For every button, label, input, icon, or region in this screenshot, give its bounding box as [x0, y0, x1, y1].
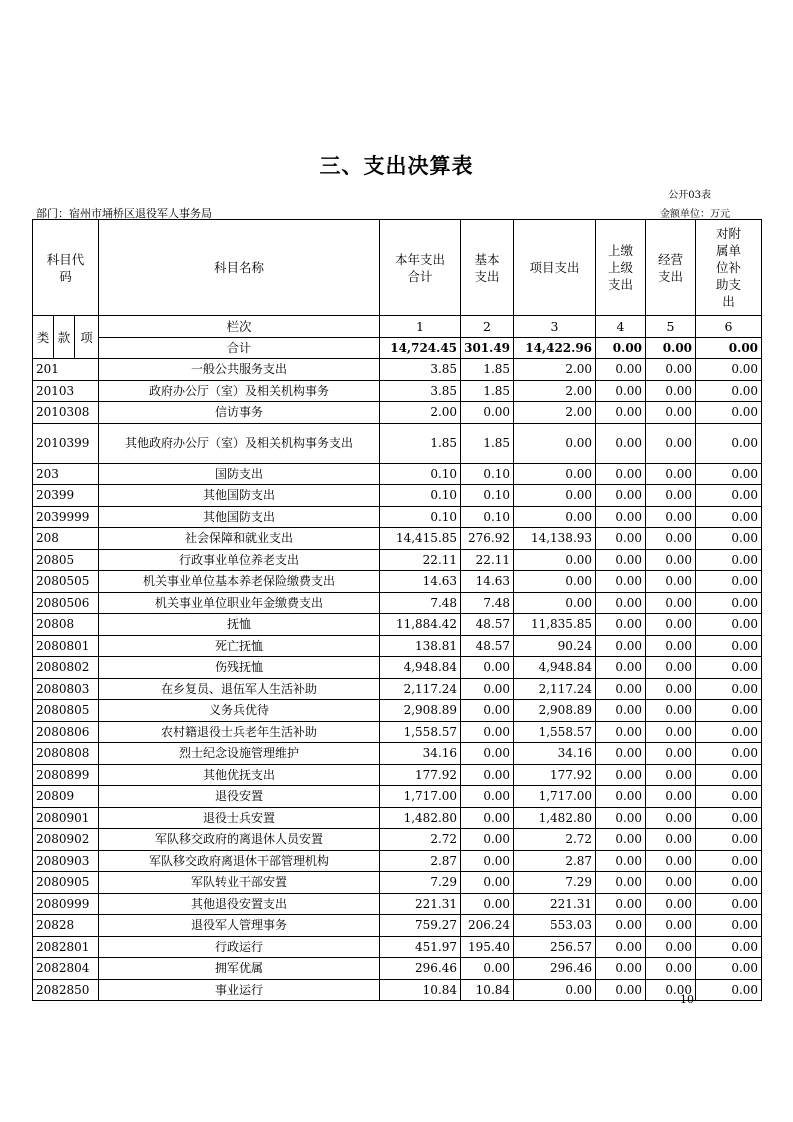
row-value: 14,415.85 [380, 528, 461, 550]
header-basic: 基本支出 [461, 220, 514, 316]
row-value: 0.00 [696, 958, 762, 980]
row-value: 2.00 [514, 380, 596, 402]
row-value: 0.00 [646, 423, 696, 463]
row-value: 2.72 [514, 829, 596, 851]
row-value: 0.00 [646, 872, 696, 894]
header-code: 科目代码 [33, 220, 99, 316]
row-code: 2039999 [33, 506, 99, 528]
row-code: 2080803 [33, 678, 99, 700]
row-value: 0.00 [596, 764, 646, 786]
table-row [33, 463, 762, 485]
row-value: 221.31 [514, 893, 596, 915]
row-code: 2080808 [33, 743, 99, 765]
row-value: 0.00 [461, 700, 514, 722]
row-value: 0.00 [696, 635, 762, 657]
row-name: 军队转业干部安置 [99, 872, 380, 894]
row-value: 22.11 [380, 549, 461, 571]
row-name: 事业运行 [99, 979, 380, 1001]
row-value: 0.00 [461, 850, 514, 872]
row-value: 0.00 [596, 380, 646, 402]
row-code: 20808 [33, 614, 99, 636]
row-value: 0.00 [596, 614, 646, 636]
table-row [33, 743, 762, 765]
row-value: 0.00 [646, 359, 696, 381]
row-name: 退役士兵安置 [99, 807, 380, 829]
row-value: 296.46 [514, 958, 596, 980]
row-code: 2080899 [33, 764, 99, 786]
row-value: 2,908.89 [380, 700, 461, 722]
row-value: 11,884.42 [380, 614, 461, 636]
total-value-1: 14,724.45 [380, 337, 461, 359]
row-value: 0.00 [696, 721, 762, 743]
table-row [33, 380, 762, 402]
row-code: 20809 [33, 786, 99, 808]
row-value: 276.92 [461, 528, 514, 550]
row-value: 0.00 [696, 743, 762, 765]
row-name: 国防支出 [99, 463, 380, 485]
row-name: 义务兵优待 [99, 700, 380, 722]
row-code: 2080905 [33, 872, 99, 894]
row-value: 4,948.84 [380, 657, 461, 679]
row-value: 2.00 [514, 359, 596, 381]
row-name: 在乡复员、退伍军人生活补助 [99, 678, 380, 700]
table-row [33, 721, 762, 743]
header-lei: 类 [33, 316, 54, 359]
row-value: 1,482.80 [514, 807, 596, 829]
row-value: 48.57 [461, 614, 514, 636]
row-name: 其他国防支出 [99, 485, 380, 507]
row-name: 军队移交政府的离退休人员安置 [99, 829, 380, 851]
row-value: 0.00 [646, 721, 696, 743]
row-code: 208 [33, 528, 99, 550]
row-value: 0.00 [596, 915, 646, 937]
row-value: 7.48 [461, 592, 514, 614]
table-row [33, 592, 762, 614]
row-value: 221.31 [380, 893, 461, 915]
row-name: 社会保障和就业支出 [99, 528, 380, 550]
row-value: 0.00 [646, 380, 696, 402]
row-value: 0.00 [696, 764, 762, 786]
row-value: 0.00 [596, 786, 646, 808]
header-xiang: 项 [75, 316, 99, 359]
row-value: 0.00 [596, 936, 646, 958]
row-name: 军队移交政府离退休干部管理机构 [99, 850, 380, 872]
table-row [33, 915, 762, 937]
table-row [33, 872, 762, 894]
row-value: 0.00 [696, 423, 762, 463]
row-value: 0.00 [696, 979, 762, 1001]
row-value: 2.87 [380, 850, 461, 872]
row-value: 0.00 [596, 463, 646, 485]
table-row [33, 528, 762, 550]
row-code: 2080903 [33, 850, 99, 872]
header-business: 经营支出 [646, 220, 696, 316]
table-row [33, 485, 762, 507]
row-value: 0.00 [646, 549, 696, 571]
row-value: 0.00 [646, 786, 696, 808]
row-value: 0.00 [461, 872, 514, 894]
row-code: 203 [33, 463, 99, 485]
row-value: 0.00 [514, 979, 596, 1001]
row-value: 10.84 [380, 979, 461, 1001]
row-code: 2082801 [33, 936, 99, 958]
row-value: 34.16 [380, 743, 461, 765]
row-value: 0.00 [596, 528, 646, 550]
table-row [33, 571, 762, 593]
row-name: 一般公共服务支出 [99, 359, 380, 381]
row-value: 0.00 [596, 721, 646, 743]
row-value: 14.63 [380, 571, 461, 593]
table-row [33, 958, 762, 980]
row-value: 0.00 [461, 807, 514, 829]
row-value: 2,908.89 [514, 700, 596, 722]
table-row [33, 829, 762, 851]
row-name: 其他国防支出 [99, 506, 380, 528]
row-value: 2.00 [514, 402, 596, 424]
row-value: 0.00 [696, 571, 762, 593]
row-value: 138.81 [380, 635, 461, 657]
row-code: 201 [33, 359, 99, 381]
row-value: 451.97 [380, 936, 461, 958]
row-value: 10.84 [461, 979, 514, 1001]
row-value: 0.00 [646, 635, 696, 657]
row-code: 20828 [33, 915, 99, 937]
row-value: 4,948.84 [514, 657, 596, 679]
row-name: 机关事业单位职业年金缴费支出 [99, 592, 380, 614]
row-code: 2080806 [33, 721, 99, 743]
row-value: 0.00 [696, 786, 762, 808]
row-value: 2.00 [380, 402, 461, 424]
row-value: 0.00 [461, 743, 514, 765]
row-value: 759.27 [380, 915, 461, 937]
total-value-3: 14,422.96 [514, 337, 596, 359]
header-total: 本年支出合计 [380, 220, 461, 316]
row-name: 机关事业单位基本养老保险缴费支出 [99, 571, 380, 593]
row-value: 14,138.93 [514, 528, 596, 550]
row-code: 2080902 [33, 829, 99, 851]
table-row [33, 678, 762, 700]
row-value: 0.00 [646, 764, 696, 786]
row-value: 0.00 [696, 614, 762, 636]
row-value: 0.00 [461, 786, 514, 808]
row-code: 2080802 [33, 657, 99, 679]
row-value: 0.00 [646, 678, 696, 700]
row-value: 0.00 [514, 506, 596, 528]
row-value: 177.92 [380, 764, 461, 786]
row-value: 0.00 [596, 700, 646, 722]
row-value: 0.00 [696, 850, 762, 872]
row-value: 0.00 [514, 463, 596, 485]
row-value: 256.57 [514, 936, 596, 958]
row-code: 2080805 [33, 700, 99, 722]
row-value: 0.00 [596, 506, 646, 528]
table-row [33, 936, 762, 958]
row-value: 0.00 [596, 592, 646, 614]
row-value: 2.72 [380, 829, 461, 851]
form-number: 公开03表 [668, 190, 711, 201]
row-value: 0.00 [596, 402, 646, 424]
row-value: 0.00 [461, 678, 514, 700]
row-value: 0.00 [646, 657, 696, 679]
row-code: 2010399 [33, 423, 99, 463]
row-value: 0.10 [461, 463, 514, 485]
row-value: 0.00 [596, 979, 646, 1001]
row-value: 0.00 [696, 893, 762, 915]
row-value: 0.00 [514, 592, 596, 614]
row-value: 0.00 [646, 807, 696, 829]
header-subsidy: 对附属单位补助支出 [696, 220, 762, 316]
row-value: 0.00 [646, 743, 696, 765]
table-row [33, 549, 762, 571]
table-row [33, 635, 762, 657]
page-title: 三、支出决算表 [319, 154, 474, 178]
row-value: 0.00 [646, 528, 696, 550]
row-name: 伤残抚恤 [99, 657, 380, 679]
row-code: 2082850 [33, 979, 99, 1001]
row-value: 0.00 [646, 402, 696, 424]
row-value: 0.00 [596, 678, 646, 700]
header-kuan: 款 [54, 316, 75, 359]
header-project: 项目支出 [514, 220, 596, 316]
table-row [33, 700, 762, 722]
row-value: 0.00 [696, 700, 762, 722]
col-num-4: 4 [596, 316, 646, 338]
row-value: 0.00 [646, 915, 696, 937]
row-name: 其他优抚支出 [99, 764, 380, 786]
total-value-5: 0.00 [646, 337, 696, 359]
row-value: 0.10 [380, 463, 461, 485]
header-upper: 上缴上级支出 [596, 220, 646, 316]
row-value: 0.00 [514, 571, 596, 593]
row-value: 1.85 [461, 423, 514, 463]
row-name: 其他政府办公厅（室）及相关机构事务支出 [99, 423, 380, 463]
row-value: 0.00 [596, 958, 646, 980]
row-value: 7.48 [380, 592, 461, 614]
table-row [33, 979, 762, 1001]
row-name: 政府办公厅（室）及相关机构事务 [99, 380, 380, 402]
row-value: 0.00 [646, 506, 696, 528]
row-value: 0.00 [596, 807, 646, 829]
row-value: 0.00 [461, 893, 514, 915]
row-value: 0.10 [461, 506, 514, 528]
col-num-2: 2 [461, 316, 514, 338]
row-value: 0.10 [380, 506, 461, 528]
row-value: 0.00 [696, 678, 762, 700]
table-row [33, 786, 762, 808]
row-value: 1.85 [380, 423, 461, 463]
row-value: 0.00 [646, 700, 696, 722]
row-value: 0.10 [461, 485, 514, 507]
row-value: 0.00 [646, 893, 696, 915]
row-value: 7.29 [514, 872, 596, 894]
total-label: 合计 [99, 337, 380, 359]
row-value: 0.00 [646, 571, 696, 593]
table-row [33, 850, 762, 872]
total-value-6: 0.00 [696, 337, 762, 359]
row-value: 0.00 [514, 549, 596, 571]
row-code: 2080505 [33, 571, 99, 593]
row-value: 0.00 [696, 380, 762, 402]
row-name: 拥军优属 [99, 958, 380, 980]
row-name: 信访事务 [99, 402, 380, 424]
row-value: 2.87 [514, 850, 596, 872]
row-value: 553.03 [514, 915, 596, 937]
row-value: 0.00 [461, 721, 514, 743]
row-value: 0.00 [696, 657, 762, 679]
row-value: 0.00 [696, 807, 762, 829]
row-code: 20399 [33, 485, 99, 507]
page-number: 10 [680, 993, 694, 1006]
row-code: 2080999 [33, 893, 99, 915]
row-value: 0.00 [461, 402, 514, 424]
row-value: 0.00 [696, 463, 762, 485]
row-value: 1,558.57 [380, 721, 461, 743]
row-value: 0.00 [646, 485, 696, 507]
row-value: 3.85 [380, 380, 461, 402]
row-value: 0.00 [696, 829, 762, 851]
row-value: 0.00 [646, 614, 696, 636]
row-value: 0.00 [696, 485, 762, 507]
row-value: 1.85 [461, 359, 514, 381]
row-value: 0.00 [596, 635, 646, 657]
row-value: 1,717.00 [380, 786, 461, 808]
row-value: 2,117.24 [514, 678, 596, 700]
row-value: 0.00 [596, 423, 646, 463]
row-code: 2080801 [33, 635, 99, 657]
row-name: 农村籍退役士兵老年生活补助 [99, 721, 380, 743]
row-code: 2080901 [33, 807, 99, 829]
row-value: 1,717.00 [514, 786, 596, 808]
table-row [33, 402, 762, 424]
row-value: 0.00 [696, 936, 762, 958]
col-num-1: 1 [380, 316, 461, 338]
row-value: 0.00 [596, 359, 646, 381]
row-value: 90.24 [514, 635, 596, 657]
table-row [33, 807, 762, 829]
row-value: 0.00 [596, 850, 646, 872]
row-value: 0.00 [596, 829, 646, 851]
row-value: 0.00 [461, 764, 514, 786]
row-name: 行政运行 [99, 936, 380, 958]
table-row [33, 359, 762, 381]
col-num-3: 3 [514, 316, 596, 338]
row-value: 0.00 [596, 893, 646, 915]
row-value: 0.00 [696, 549, 762, 571]
row-name: 烈士纪念设施管理维护 [99, 743, 380, 765]
header-lanci: 栏次 [99, 316, 380, 338]
table-row [33, 893, 762, 915]
row-value: 22.11 [461, 549, 514, 571]
table-row [33, 764, 762, 786]
row-value: 0.00 [646, 936, 696, 958]
row-value: 0.00 [596, 485, 646, 507]
row-value: 34.16 [514, 743, 596, 765]
row-value: 296.46 [380, 958, 461, 980]
total-value-2: 301.49 [461, 337, 514, 359]
table-row [33, 423, 762, 463]
row-value: 0.00 [596, 872, 646, 894]
row-value: 3.85 [380, 359, 461, 381]
row-value: 0.00 [696, 915, 762, 937]
row-value: 7.29 [380, 872, 461, 894]
row-value: 0.00 [461, 657, 514, 679]
row-value: 0.00 [646, 958, 696, 980]
row-code: 2080506 [33, 592, 99, 614]
row-value: 2,117.24 [380, 678, 461, 700]
row-value: 0.00 [696, 506, 762, 528]
col-num-6: 6 [696, 316, 762, 338]
col-num-5: 5 [646, 316, 696, 338]
row-name: 死亡抚恤 [99, 635, 380, 657]
row-value: 0.00 [596, 657, 646, 679]
row-value: 0.10 [380, 485, 461, 507]
row-value: 0.00 [596, 549, 646, 571]
row-name: 退役安置 [99, 786, 380, 808]
row-name: 退役军人管理事务 [99, 915, 380, 937]
row-value: 195.40 [461, 936, 514, 958]
row-value: 0.00 [596, 743, 646, 765]
row-code: 20103 [33, 380, 99, 402]
row-value: 177.92 [514, 764, 596, 786]
row-value: 48.57 [461, 635, 514, 657]
row-value: 14.63 [461, 571, 514, 593]
row-code: 2082804 [33, 958, 99, 980]
row-name: 抚恤 [99, 614, 380, 636]
expenditure-table [32, 219, 762, 1001]
row-value: 0.00 [646, 829, 696, 851]
row-value: 0.00 [646, 850, 696, 872]
row-value: 0.00 [596, 571, 646, 593]
row-value: 0.00 [461, 958, 514, 980]
row-value: 0.00 [696, 528, 762, 550]
row-name: 其他退役安置支出 [99, 893, 380, 915]
header-name: 科目名称 [99, 220, 380, 316]
row-value: 0.00 [696, 359, 762, 381]
row-value: 0.00 [646, 463, 696, 485]
row-value: 0.00 [696, 592, 762, 614]
row-value: 0.00 [696, 402, 762, 424]
total-value-4: 0.00 [596, 337, 646, 359]
table-row [33, 614, 762, 636]
row-value: 1,482.80 [380, 807, 461, 829]
table-row [33, 506, 762, 528]
row-value: 1,558.57 [514, 721, 596, 743]
row-value: 0.00 [514, 423, 596, 463]
amount-unit-label: 金额单位：万元 [660, 209, 730, 220]
row-value: 0.00 [646, 592, 696, 614]
row-value: 1.85 [461, 380, 514, 402]
row-value: 0.00 [646, 979, 696, 1001]
row-value: 11,835.85 [514, 614, 596, 636]
table-row [33, 657, 762, 679]
row-value: 0.00 [696, 872, 762, 894]
department-label: 部门：宿州市埇桥区退役军人事务局 [36, 207, 212, 220]
row-value: 206.24 [461, 915, 514, 937]
row-code: 2010308 [33, 402, 99, 424]
row-value: 0.00 [514, 485, 596, 507]
row-code: 20805 [33, 549, 99, 571]
row-value: 0.00 [461, 829, 514, 851]
row-name: 行政事业单位养老支出 [99, 549, 380, 571]
